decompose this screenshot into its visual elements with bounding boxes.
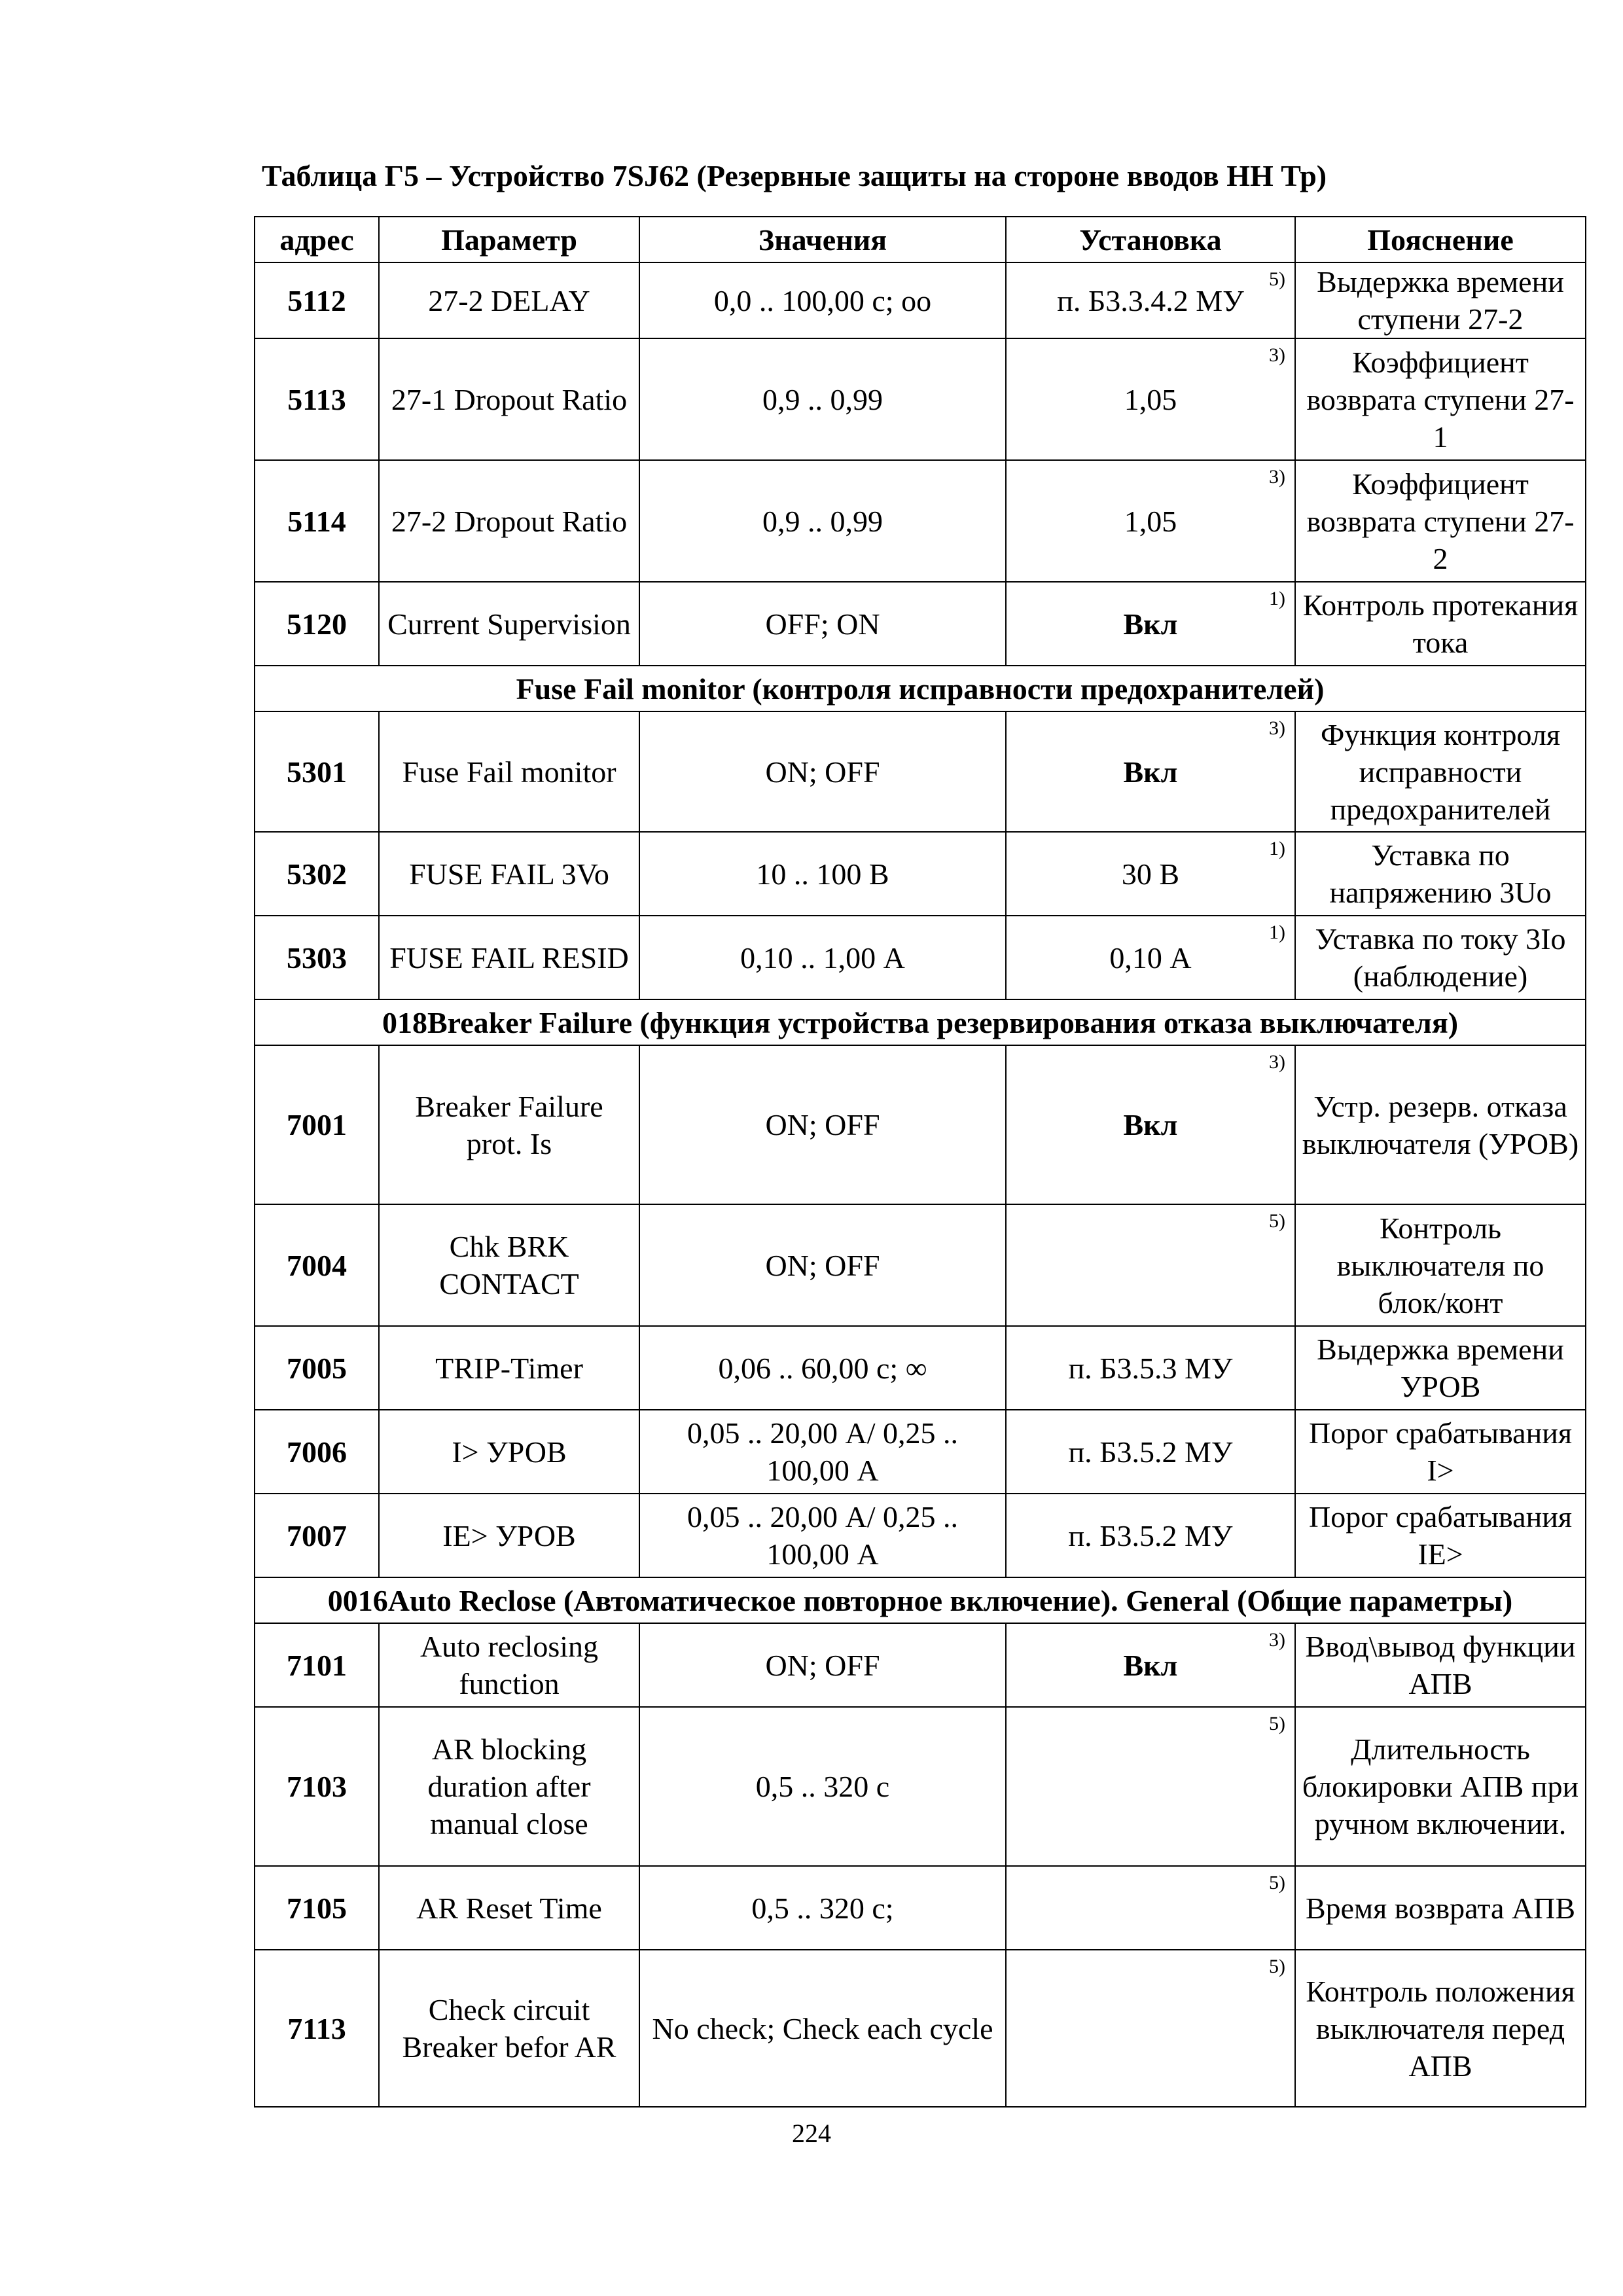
values-cell: 0,05 .. 20,00 А/ 0,25 .. 100,00 А [639, 1494, 1006, 1577]
address-cell: 7007 [255, 1494, 379, 1577]
address-cell: 5301 [255, 711, 379, 832]
parameter-cell: Auto reclosing function [379, 1623, 639, 1707]
address-cell: 5303 [255, 916, 379, 999]
parameters-table [254, 216, 1586, 2108]
footnote-marker: 1) [1269, 588, 1285, 609]
setting-value: п. Б3.5.3 МУ [1068, 1351, 1233, 1385]
address-cell: 5113 [255, 338, 379, 460]
footnote-marker: 3) [1269, 344, 1285, 366]
table-title: Таблица Г5 – Устройство 7SJ62 (Резервные защиты на стороне вводов НН Тр) [262, 159, 1327, 192]
values-cell: 0,06 .. 60,00 с; ∞ [639, 1326, 1006, 1410]
address-cell: 7101 [255, 1623, 379, 1707]
table-row [255, 711, 1586, 832]
page-number: 224 [792, 2119, 831, 2148]
footnote-marker: 1) [1269, 922, 1285, 943]
setting-cell [1006, 1623, 1295, 1707]
setting-value: Вкл [1123, 607, 1178, 641]
address-cell: 7005 [255, 1326, 379, 1410]
section-row [255, 1577, 1586, 1623]
setting-cell [1006, 1950, 1295, 2107]
footnote-marker: 5) [1269, 1210, 1285, 1232]
values-cell: 0,5 .. 320 с; [639, 1866, 1006, 1950]
values-cell: 0,10 .. 1,00 А [639, 916, 1006, 999]
header-setting: Установка [1006, 217, 1295, 262]
parameter-cell: I> УРОВ [379, 1410, 639, 1494]
section-row [255, 999, 1586, 1045]
footnote-marker: 3) [1269, 1629, 1285, 1651]
setting-value: Вкл [1123, 755, 1178, 789]
footnote-marker: 5) [1269, 1872, 1285, 1893]
setting-cell [1006, 1866, 1295, 1950]
address-cell: 7105 [255, 1866, 379, 1950]
setting-cell [1006, 832, 1295, 916]
table-row [255, 1494, 1586, 1577]
table-row [255, 338, 1586, 460]
address-cell: 5302 [255, 832, 379, 916]
parameter-cell: Current Supervision [379, 582, 639, 666]
values-cell: ON; OFF [639, 1623, 1006, 1707]
footnote-marker: 5) [1269, 1956, 1285, 1977]
explanation-cell: Длительность блокировки АПВ при ручном включении. [1295, 1707, 1586, 1866]
parameter-cell: Chk BRK CONTACT [379, 1204, 639, 1326]
setting-value: п. Б3.3.4.2 МУ [1057, 283, 1244, 317]
values-cell: 0,9 .. 0,99 [639, 460, 1006, 582]
explanation-cell: Выдержка времени ступени 27-2 [1295, 262, 1586, 338]
explanation-cell: Устр. резерв. отказа выключателя (УРОВ) [1295, 1045, 1586, 1204]
explanation-cell: Контроль выключателя по блок/конт [1295, 1204, 1586, 1326]
setting-cell [1006, 338, 1295, 460]
explanation-cell: Уставка по напряжению 3Uo [1295, 832, 1586, 916]
table-row [255, 262, 1586, 338]
setting-cell [1006, 711, 1295, 832]
values-cell: OFF; ON [639, 582, 1006, 666]
address-cell: 5120 [255, 582, 379, 666]
header-explanation: Пояснение [1295, 217, 1586, 262]
parameter-cell: AR blocking duration after manual close [379, 1707, 639, 1866]
explanation-cell: Выдержка времени УРОВ [1295, 1326, 1586, 1410]
setting-value: Вкл [1123, 1648, 1178, 1682]
explanation-cell: Порог срабатывания IE> [1295, 1494, 1586, 1577]
explanation-cell: Функция контроля исправности предохранителей [1295, 711, 1586, 832]
table-row [255, 916, 1586, 999]
setting-value: 30 В [1121, 857, 1180, 891]
setting-value: 0,10 А [1109, 941, 1192, 975]
table-row [255, 1707, 1586, 1866]
setting-value: п. Б3.5.2 МУ [1068, 1518, 1233, 1552]
table-row [255, 1410, 1586, 1494]
address-cell: 7001 [255, 1045, 379, 1204]
parameter-cell: Check circuit Breaker befor AR [379, 1950, 639, 2107]
explanation-cell: Коэффициент возврата ступени 27-2 [1295, 460, 1586, 582]
header-address: адрес [255, 217, 379, 262]
parameter-cell: AR Reset Time [379, 1866, 639, 1950]
setting-cell [1006, 582, 1295, 666]
explanation-cell: Коэффициент возврата ступени 27-1 [1295, 338, 1586, 460]
address-cell: 7103 [255, 1707, 379, 1866]
table-row [255, 1623, 1586, 1707]
setting-cell [1006, 916, 1295, 999]
setting-value: 1,05 [1124, 504, 1177, 538]
setting-value: Вкл [1123, 1108, 1178, 1141]
values-cell: 0,0 .. 100,00 c; oo [639, 262, 1006, 338]
table-row [255, 1866, 1586, 1950]
values-cell: ON; OFF [639, 1045, 1006, 1204]
address-cell: 5112 [255, 262, 379, 338]
footnote-marker: 3) [1269, 717, 1285, 739]
header-parameter: Параметр [379, 217, 639, 262]
table-row [255, 1045, 1586, 1204]
parameter-cell: TRIP-Timer [379, 1326, 639, 1410]
parameter-cell: Fuse Fail monitor [379, 711, 639, 832]
setting-value: 1,05 [1124, 382, 1177, 416]
section-heading-auto-reclose: 0016Auto Reclose (Автоматическое повторное включение). General (Общие параметры) [255, 1577, 1586, 1623]
parameter-cell: IE> УРОВ [379, 1494, 639, 1577]
setting-cell [1006, 1410, 1295, 1494]
setting-cell [1006, 1707, 1295, 1866]
values-cell: ON; OFF [639, 711, 1006, 832]
explanation-cell: Время возврата АПВ [1295, 1866, 1586, 1950]
footnote-marker: 3) [1269, 466, 1285, 488]
footnote-marker: 5) [1269, 1713, 1285, 1734]
table-row [255, 1326, 1586, 1410]
section-heading-fuse-fail: Fuse Fail monitor (контроля исправности предохранителей) [255, 666, 1586, 711]
values-cell: 10 .. 100 В [639, 832, 1006, 916]
explanation-cell: Контроль положения выключателя перед АПВ [1295, 1950, 1586, 2107]
values-cell: 0,9 .. 0,99 [639, 338, 1006, 460]
values-cell: ON; OFF [639, 1204, 1006, 1326]
setting-value: п. Б3.5.2 МУ [1068, 1435, 1233, 1469]
parameter-cell: 27-1 Dropout Ratio [379, 338, 639, 460]
address-cell: 5114 [255, 460, 379, 582]
parameter-cell: Breaker Failure prot. Is [379, 1045, 639, 1204]
table-row [255, 460, 1586, 582]
setting-cell [1006, 1204, 1295, 1326]
footnote-marker: 1) [1269, 838, 1285, 859]
parameter-cell: 27-2 Dropout Ratio [379, 460, 639, 582]
values-cell: No check; Check each cycle [639, 1950, 1006, 2107]
setting-cell [1006, 460, 1295, 582]
setting-cell [1006, 1045, 1295, 1204]
address-cell: 7004 [255, 1204, 379, 1326]
setting-cell [1006, 1326, 1295, 1410]
explanation-cell: Уставка по току 3Io (наблюдение) [1295, 916, 1586, 999]
table-row [255, 582, 1586, 666]
table-row [255, 1950, 1586, 2107]
address-cell: 7006 [255, 1410, 379, 1494]
explanation-cell: Контроль протекания тока [1295, 582, 1586, 666]
table-row [255, 1204, 1586, 1326]
table-row [255, 832, 1586, 916]
footnote-marker: 5) [1269, 268, 1285, 290]
parameter-cell: FUSE FAIL RESID [379, 916, 639, 999]
footnote-marker: 3) [1269, 1051, 1285, 1073]
section-row [255, 666, 1586, 711]
explanation-cell: Порог срабатывания I> [1295, 1410, 1586, 1494]
values-cell: 0,5 .. 320 с [639, 1707, 1006, 1866]
address-cell: 7113 [255, 1950, 379, 2107]
parameter-cell: FUSE FAIL 3Vo [379, 832, 639, 916]
header-values: Значения [639, 217, 1006, 262]
setting-cell [1006, 262, 1295, 338]
section-heading-breaker-failure: 018Breaker Failure (функция устройства резервирования отказа выключателя) [255, 999, 1586, 1045]
values-cell: 0,05 .. 20,00 А/ 0,25 .. 100,00 А [639, 1410, 1006, 1494]
header-row [255, 217, 1586, 262]
setting-cell [1006, 1494, 1295, 1577]
explanation-cell: Ввод\вывод функции АПВ [1295, 1623, 1586, 1707]
parameter-cell: 27-2 DELAY [379, 262, 639, 338]
